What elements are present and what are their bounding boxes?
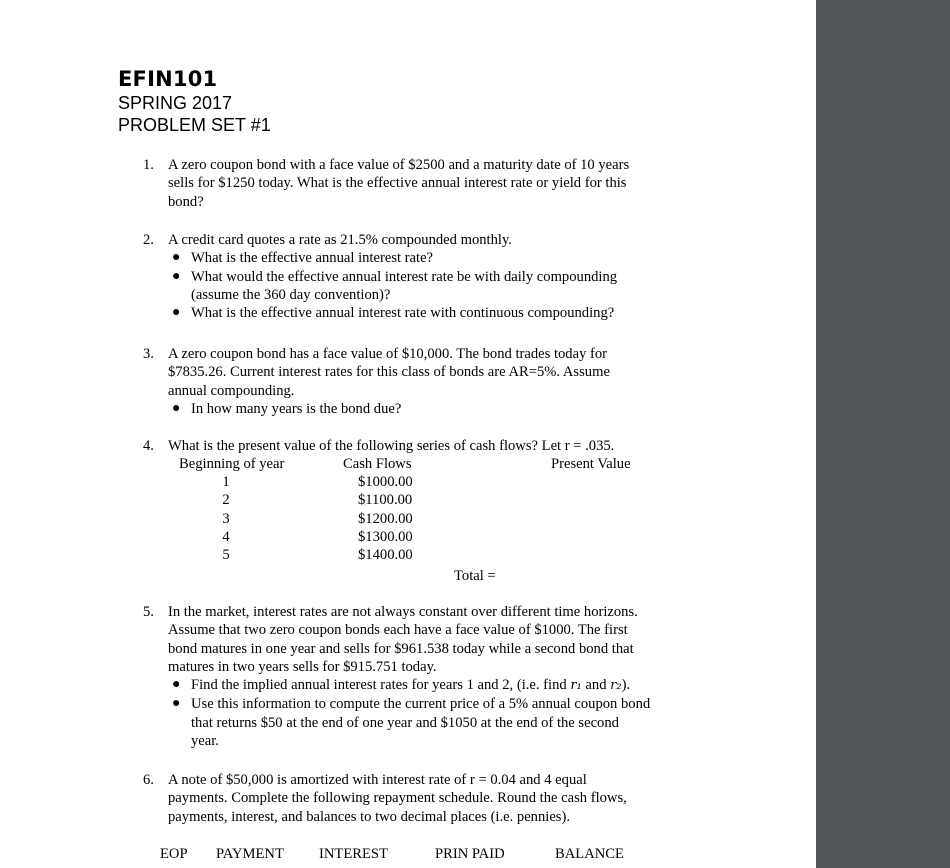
bullet-text: that returns $50 at the end of one year and $1050 at the end of the second [191, 714, 619, 731]
bullet-text: Find the implied annual interest rates for years 1 and 2, (i.e. find [191, 677, 571, 694]
question-number: 5. [143, 604, 154, 620]
question-number: 4. [143, 438, 154, 454]
bullet-icon: ● [172, 400, 181, 416]
course-code: EFIN101 [118, 67, 218, 91]
bullet-icon: ● [172, 696, 181, 712]
bullet-text: What is the effective annual interest rate with continuous compounding? [191, 305, 615, 322]
question-text-line: annual compounding. [168, 382, 295, 399]
math-r2: r₂ [610, 678, 622, 694]
column-header-year: Beginning of year [179, 456, 285, 472]
bullet-item [168, 400, 703, 418]
question-6 [143, 771, 703, 826]
question-number: 2. [143, 232, 154, 248]
question-number: 6. [143, 772, 154, 788]
bullet-icon: ● [172, 677, 181, 693]
bullet-text: ). [621, 677, 631, 694]
bullet-continuation [168, 732, 703, 750]
question-text-line: What is the present value of the following series of cash flows? Let r = .035. [168, 438, 615, 454]
question-text-line: A credit card quotes a rate as 21.5% compounded monthly. [168, 232, 512, 248]
table-cell-cash: $1400.00 [358, 547, 413, 563]
question-text-line: sells for $1250 today. What is the effective annual interest rate or yield for this [168, 175, 627, 192]
bullet-icon: ● [172, 250, 181, 266]
bullet-item [168, 676, 703, 695]
bullet-item [168, 304, 703, 322]
bullet-text: and [581, 677, 611, 694]
bullet-text: What would the effective annual interest rate be with daily compounding [191, 268, 618, 285]
column-header-prin-paid: PRIN PAID [435, 846, 505, 862]
question-text-line: Assume that two zero coupon bonds each have a face value of $1000. The first [168, 622, 628, 639]
question-4 [143, 437, 703, 455]
column-header-interest: INTEREST [319, 846, 388, 862]
math-r1: r₁ [570, 678, 582, 694]
question-text-line: matures in two years sells for $915.751 today. [168, 658, 437, 675]
bullet-text: (assume the 360 day convention)? [191, 286, 391, 303]
column-header-balance: BALANCE [555, 846, 624, 862]
bullet-continuation [168, 714, 703, 732]
bullet-item [168, 268, 703, 286]
bullet-item [168, 249, 703, 267]
question-text-line: A note of $50,000 is amortized with interest rate of r = 0.04 and 4 equal [168, 772, 587, 788]
question-text-line: payments. Complete the following repayment schedule. Round the cash flows, [168, 790, 627, 807]
table-cell-year: 1 [222, 474, 230, 490]
question-number: 3. [143, 346, 154, 362]
table-cell-year: 3 [222, 511, 230, 527]
bullet-continuation [168, 286, 703, 304]
table-cell-cash: $1000.00 [358, 474, 413, 490]
question-text-line: $7835.26. Current interest rates for this class of bonds are AR=5%. Assume [168, 364, 610, 381]
question-text-line: payments, interest, and balances to two decimal places (i.e. pennies). [168, 808, 570, 825]
table-total-label: Total = [454, 568, 496, 584]
table-cell-cash: $1200.00 [358, 511, 413, 527]
viewer-background [816, 0, 950, 868]
question-text-line: A zero coupon bond has a face value of $10,000. The bond trades today for [168, 346, 608, 362]
bullet-text: What is the effective annual interest rate? [191, 250, 434, 267]
table-cell-year: 2 [222, 492, 230, 508]
column-header-eop: EOP [160, 846, 188, 862]
bullet-text: year. [191, 733, 219, 750]
document-header [118, 66, 271, 136]
question-text-line: In the market, interest rates are not always constant over different time horizons. [168, 604, 638, 620]
question-text-line: A zero coupon bond with a face value of $2500 and a maturity date of 10 years [168, 157, 630, 173]
question-text-line: bond matures in one year and sells for $961.538 today while a second bond that [168, 640, 634, 657]
column-header-payment: PAYMENT [216, 846, 284, 862]
bullet-text: Use this information to compute the current price of a 5% annual coupon bond [191, 696, 651, 713]
bullet-icon: ● [172, 268, 181, 284]
question-text-line: bond? [168, 193, 204, 210]
table-cell-cash: $1300.00 [358, 529, 413, 545]
table-cell-year: 5 [222, 547, 230, 563]
question-1 [143, 156, 703, 211]
bullet-icon: ● [172, 305, 181, 321]
question-5 [143, 603, 703, 750]
question-2 [143, 231, 703, 322]
column-header-present-value: Present Value [551, 456, 631, 472]
bullet-text: In how many years is the bond due? [191, 400, 402, 417]
bullet-item [168, 695, 703, 713]
table-cell-year: 4 [222, 529, 230, 545]
column-header-cash-flows: Cash Flows [343, 456, 412, 472]
problem-set-title: PROBLEM SET #1 [118, 115, 271, 135]
question-3 [143, 345, 703, 418]
table-cell-cash: $1100.00 [358, 492, 413, 508]
question-number: 1. [143, 157, 154, 173]
term-label: SPRING 2017 [118, 93, 233, 113]
